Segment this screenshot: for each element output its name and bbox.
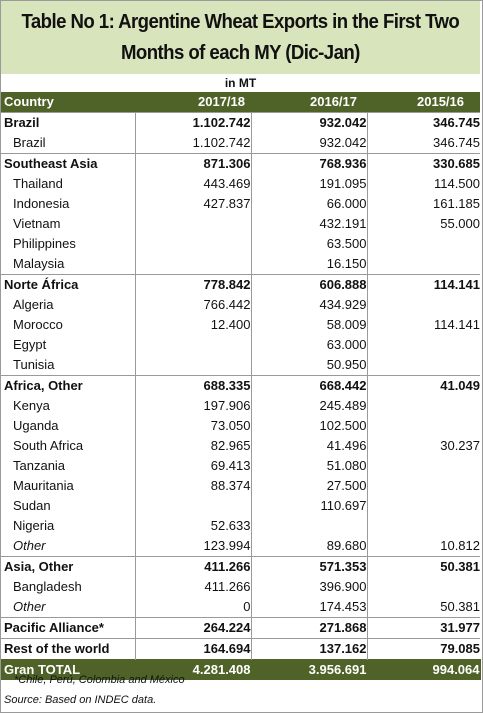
region-row [1,376,480,397]
country-row [1,456,480,476]
country-row [1,335,480,355]
value-cell-v3 [367,456,480,476]
value-cell-v2: 137.162 [251,639,367,660]
value-cell-v1: 766.442 [135,295,251,315]
value-cell-v3: 330.685 [367,154,480,175]
country-row [1,476,480,496]
value-cell-v1: 0 [135,597,251,618]
value-cell-v2: 271.868 [251,618,367,639]
country-cell: Sudan [1,496,135,516]
country-row [1,355,480,376]
country-cell: Other [1,536,135,557]
header-year-1: 2017/18 [135,92,251,113]
country-cell: Bangladesh [1,577,135,597]
country-row [1,496,480,516]
value-cell-v1: 123.994 [135,536,251,557]
country-cell: Brazil [1,113,135,134]
value-cell-v2: 110.697 [251,496,367,516]
value-cell-v3 [367,496,480,516]
country-cell: Kenya [1,396,135,416]
unit-label: in MT [224,76,257,90]
value-cell-v3: 346.745 [367,113,480,134]
value-cell-v2: 668.442 [251,376,367,397]
value-cell-v2: 191.095 [251,174,367,194]
country-cell: Southeast Asia [1,154,135,175]
table-notes [1,671,480,710]
value-cell-v2: 27.500 [251,476,367,496]
country-cell: Indonesia [1,194,135,214]
source-note: Source: Based on INDEC data. [4,694,157,706]
country-row [1,315,480,335]
exports-table [1,92,481,680]
value-cell-v3: 30.237 [440,438,480,453]
value-cell-v3 [367,396,480,416]
value-cell-v3 [367,516,480,536]
country-cell: Uganda [1,416,135,436]
value-cell-v2: 63.500 [251,234,367,254]
value-cell-v1 [135,234,251,254]
country-row [1,416,480,436]
country-row [1,516,480,536]
country-row [1,436,480,456]
value-cell-v1: 778.842 [135,275,251,296]
value-cell-v1 [135,254,251,275]
value-cell-v2: 768.936 [251,154,367,175]
table-title [1,1,480,74]
country-cell: Tunisia [1,355,135,376]
country-cell: South Africa [1,436,135,456]
value-cell-v1: 69.413 [135,456,251,476]
value-cell-v1: 197.906 [135,396,251,416]
country-cell: Mauritania [1,476,135,496]
region-row [1,154,480,175]
value-cell-v2: 932.042 [251,113,367,134]
value-cell-v3: 114.141 [433,317,480,332]
value-cell-v1: 12.400 [135,315,251,335]
footnote-pacific-alliance: *Chile, Perú, Colombia and México [14,674,185,686]
country-cell: Rest of the world [1,639,135,660]
country-row [1,577,480,597]
region-row [1,113,480,134]
country-row [1,597,480,618]
value-cell-v3: 346.745 [433,135,480,150]
region-row [1,618,480,639]
value-cell-v1 [135,214,251,234]
header-year-3: 2015/16 [367,92,480,113]
country-cell: Nigeria [1,516,135,536]
country-row [1,396,480,416]
value-cell-v1: 82.965 [135,436,251,456]
country-cell: Philippines [1,234,135,254]
value-cell-v3 [367,355,480,376]
region-row [1,557,480,578]
value-cell-v3: 55.000 [440,216,480,231]
value-cell-v1 [135,496,251,516]
header-country: Country [1,92,135,113]
value-cell-v3: 114.500 [433,176,480,191]
value-cell-v1: 427.837 [135,194,251,214]
value-cell-v1: 73.050 [135,416,251,436]
value-cell-v3 [367,416,480,436]
value-cell-v1: 52.633 [135,516,251,536]
country-cell: Pacific Alliance* [1,618,135,639]
value-cell-v2: 50.950 [251,355,367,376]
value-cell-v3: 31.977 [367,618,480,639]
value-cell-v1: 871.306 [135,154,251,175]
country-cell: Norte África [1,275,135,296]
value-cell-v3: 994.064 [367,660,480,681]
country-cell: Morocco [1,315,135,335]
value-cell-v1 [135,335,251,355]
value-cell-v1: 411.266 [135,557,251,578]
value-cell-v3 [367,234,480,254]
title-line-1: Table No 1: Argentine Wheat Exports in the First Two [21,10,460,33]
value-cell-v2: 434.929 [251,295,367,315]
value-cell-v1: 1.102.742 [135,133,251,154]
value-cell-v3: 50.381 [440,599,480,614]
value-cell-v2: 41.496 [251,436,367,456]
value-cell-v2 [251,516,367,536]
country-cell: Asia, Other [1,557,135,578]
country-row [1,295,480,315]
value-cell-v2: 606.888 [251,275,367,296]
country-row [1,214,480,234]
value-cell-v2: 932.042 [251,133,367,154]
country-row [1,133,480,154]
country-cell: Other [1,597,135,618]
country-cell: Thailand [1,174,135,194]
header-year-2: 2016/17 [251,92,367,113]
value-cell-v2: 51.080 [251,456,367,476]
country-row [1,174,480,194]
value-cell-v2: 16.150 [251,254,367,275]
value-cell-v3: 41.049 [367,376,480,397]
value-cell-v2: 174.453 [251,597,367,618]
country-cell: Africa, Other [1,376,135,397]
value-cell-v3: 161.185 [433,196,480,211]
region-row [1,639,480,660]
country-cell: Vietnam [1,214,135,234]
value-cell-v3 [367,295,480,315]
value-cell-v2: 432.191 [251,214,367,234]
country-row [1,536,480,557]
value-cell-v1: 164.694 [135,639,251,660]
region-row [1,275,480,296]
value-cell-v2: 66.000 [251,194,367,214]
value-cell-v3: 50.381 [367,557,480,578]
value-cell-v1: 264.224 [135,618,251,639]
country-row [1,254,480,275]
country-cell: Egypt [1,335,135,355]
value-cell-v1: 443.469 [135,174,251,194]
country-row [1,234,480,254]
value-cell-v3 [367,476,480,496]
value-cell-v3: 79.085 [367,639,480,660]
value-cell-v2: 245.489 [251,396,367,416]
title-line-2: Months of each MY (Dic-Jan) [121,41,360,64]
value-cell-v3 [367,254,480,275]
country-cell: Gran TOTAL [1,660,135,681]
table-header-row [1,92,480,113]
value-cell-v2: 89.680 [251,536,367,557]
value-cell-v1 [135,355,251,376]
value-cell-v1: 411.266 [135,577,251,597]
value-cell-v1: 688.335 [135,376,251,397]
country-cell: Brazil [1,133,135,154]
value-cell-v2: 58.009 [251,315,367,335]
value-cell-v3 [367,577,480,597]
value-cell-v2: 102.500 [251,416,367,436]
value-cell-v1: 88.374 [135,476,251,496]
value-cell-v2: 3.956.691 [251,660,367,681]
value-cell-v1: 4.281.408 [135,660,251,681]
country-cell: Tanzania [1,456,135,476]
value-cell-v2: 396.900 [251,577,367,597]
value-cell-v1: 1.102.742 [135,113,251,134]
value-cell-v2: 571.353 [251,557,367,578]
value-cell-v3 [367,335,480,355]
country-cell: Malaysia [1,254,135,275]
value-cell-v3: 10.812 [440,538,480,553]
value-cell-v2: 63.000 [251,335,367,355]
country-cell: Algeria [1,295,135,315]
country-row [1,194,480,214]
value-cell-v3: 114.141 [367,275,480,296]
